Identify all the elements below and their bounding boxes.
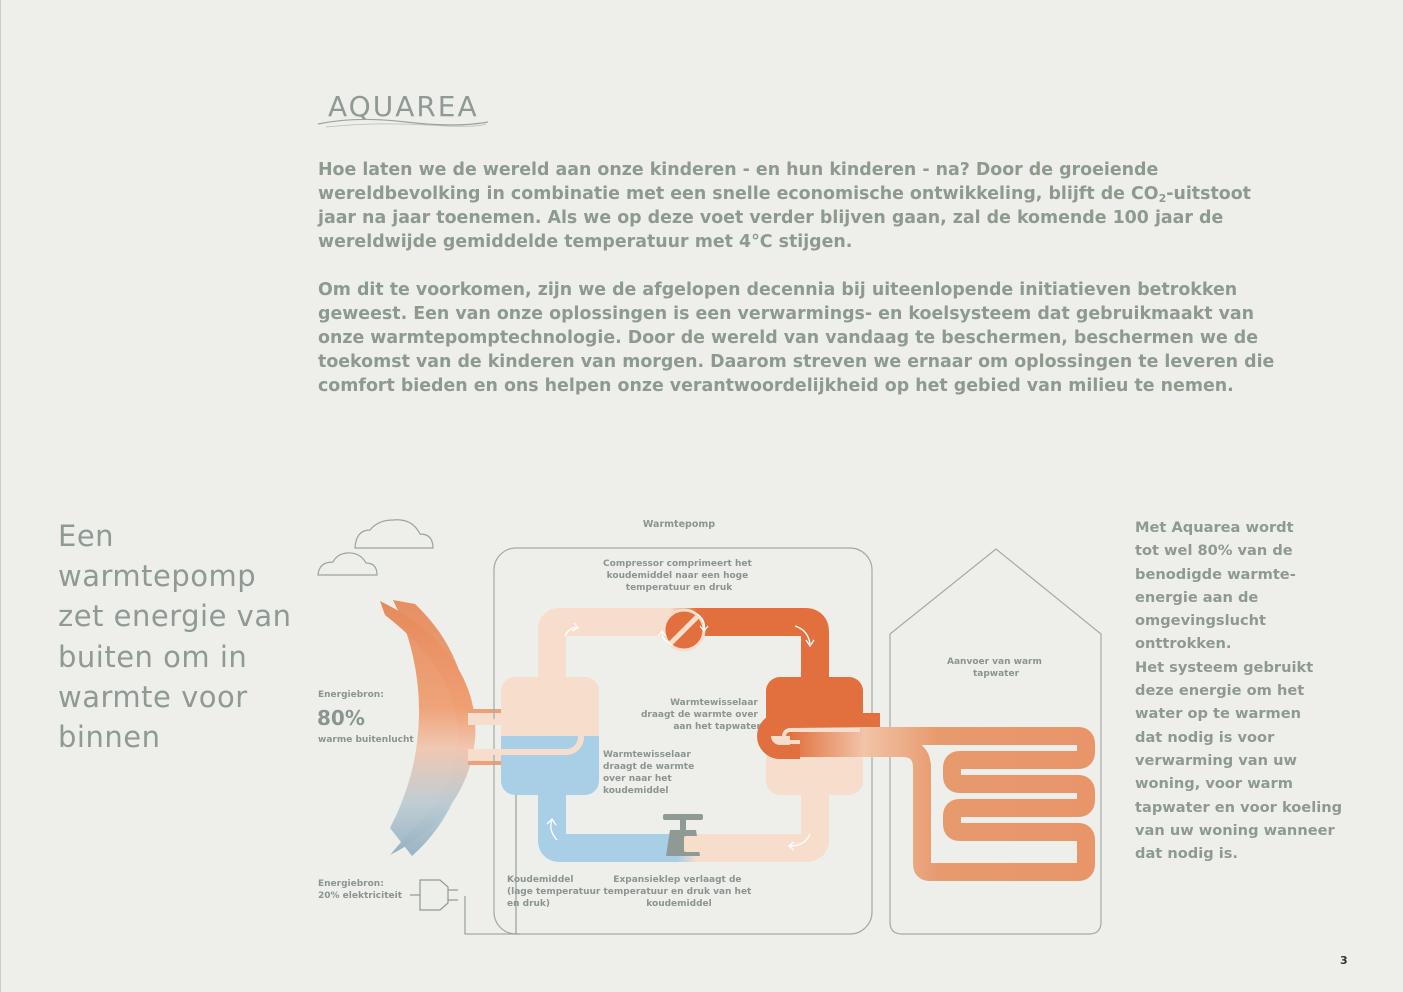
intro-p1-after: -uitstoot jaar na jaar toenemen. Als we op deze voet verder blijven gaan, zal de komende 100 jaar de wereldwijde gemiddelde temperatuur met 4°C stijgen. — [318, 184, 1251, 252]
aside-line: van uw woning wanneer — [1135, 821, 1335, 839]
electric-source-label: Energiebron: — [318, 879, 384, 889]
electric-source-desc: 20% elektriciteit — [318, 891, 402, 901]
cloud-icon — [318, 553, 377, 575]
aside-line: dat nodig is. — [1135, 845, 1238, 863]
aside-line: tot wel 80% van de — [1135, 542, 1293, 560]
co2-subscript: 2 — [1158, 192, 1167, 205]
headline-line: warmte voor — [58, 679, 248, 714]
expansion-valve-label: Expansieklep verlaagt de temperatuur en druk van het koudemiddel — [603, 875, 752, 909]
headline-line: zet energie van — [58, 599, 292, 634]
aside-line: onttrokken. — [1135, 635, 1232, 653]
power-plug-icon — [410, 880, 458, 910]
headline-line: Een — [58, 519, 115, 553]
aside-line: Met Aquarea wordt — [1135, 519, 1294, 536]
aside-line: verwarming van uw — [1135, 751, 1297, 769]
headline-line: buiten om in — [58, 639, 248, 674]
aside-line: omgevingslucht — [1135, 612, 1267, 630]
aside-line: tapwater en voor koeling — [1135, 798, 1343, 816]
aside-line: deze energie om het — [1135, 682, 1305, 700]
intro-p1-before: Hoe laten we de wereld aan onze kinderen - en hun kinderen - na? Door de groeiende wereldbevolking in combinatie met een snelle economische ontwikkeling, blijft de CO — [318, 160, 1159, 204]
power-cable — [465, 795, 520, 934]
hot-water-label: Aanvoer van warm tapwater — [947, 657, 1042, 679]
air-source-desc: warme buitenlucht — [318, 735, 414, 745]
logo-text: AQUAREA — [328, 90, 479, 123]
page-number: 3 — [1340, 954, 1348, 967]
left-heat-exchanger — [501, 677, 599, 795]
cloud-icon — [355, 520, 433, 548]
refrigerant-label: Koudemiddel (lage temperatuur en druk) — [507, 875, 601, 909]
headline-line: warmtepomp — [58, 559, 257, 594]
aside-line: woning, voor warm — [1135, 775, 1293, 793]
headline-line: binnen — [58, 720, 161, 755]
aside-line: benodigde warmte- — [1135, 565, 1296, 583]
hot-water-coil — [790, 736, 1086, 872]
aside-line: Het systeem gebruikt — [1135, 658, 1314, 676]
air-source-value: 80% — [317, 706, 365, 730]
intro-paragraph-2: Om dit te voorkomen, zijn we de afgelopen decennia bij uiteenlopende initiatieven betrokken geweest. Een van onze oplossingen is een verwarmings- en koelsysteem dat gebruikmaakt van onze warmtepomptechnologie. Door de wereld van vandaag te beschermen, beschermen we de toekomst van de kinderen van morgen. Daarom streven we ernaar om oplossingen te leveren die comfort bieden en ons helpen onze verantwoordelijkheid op het gebied van milieu te nemen. — [318, 280, 1275, 396]
aside-line: dat nodig is voor — [1135, 728, 1275, 746]
aside-line: energie aan de — [1135, 588, 1259, 606]
left-exchanger-label: Warmtewisselaar draagt de warmte over naar het koudemiddel — [603, 750, 695, 796]
compressor-label: Compressor comprimeert het koudemiddel naar een hoge temperatuur en druk — [603, 559, 752, 593]
right-exchanger-label: Warmtewisselaar draagt de warmte over aan het tapwater — [640, 698, 761, 732]
heat-pump-title: Warmtepomp — [642, 519, 716, 530]
aside-line: water op te warmen — [1135, 705, 1302, 723]
air-source-label: Energiebron: — [318, 690, 384, 700]
